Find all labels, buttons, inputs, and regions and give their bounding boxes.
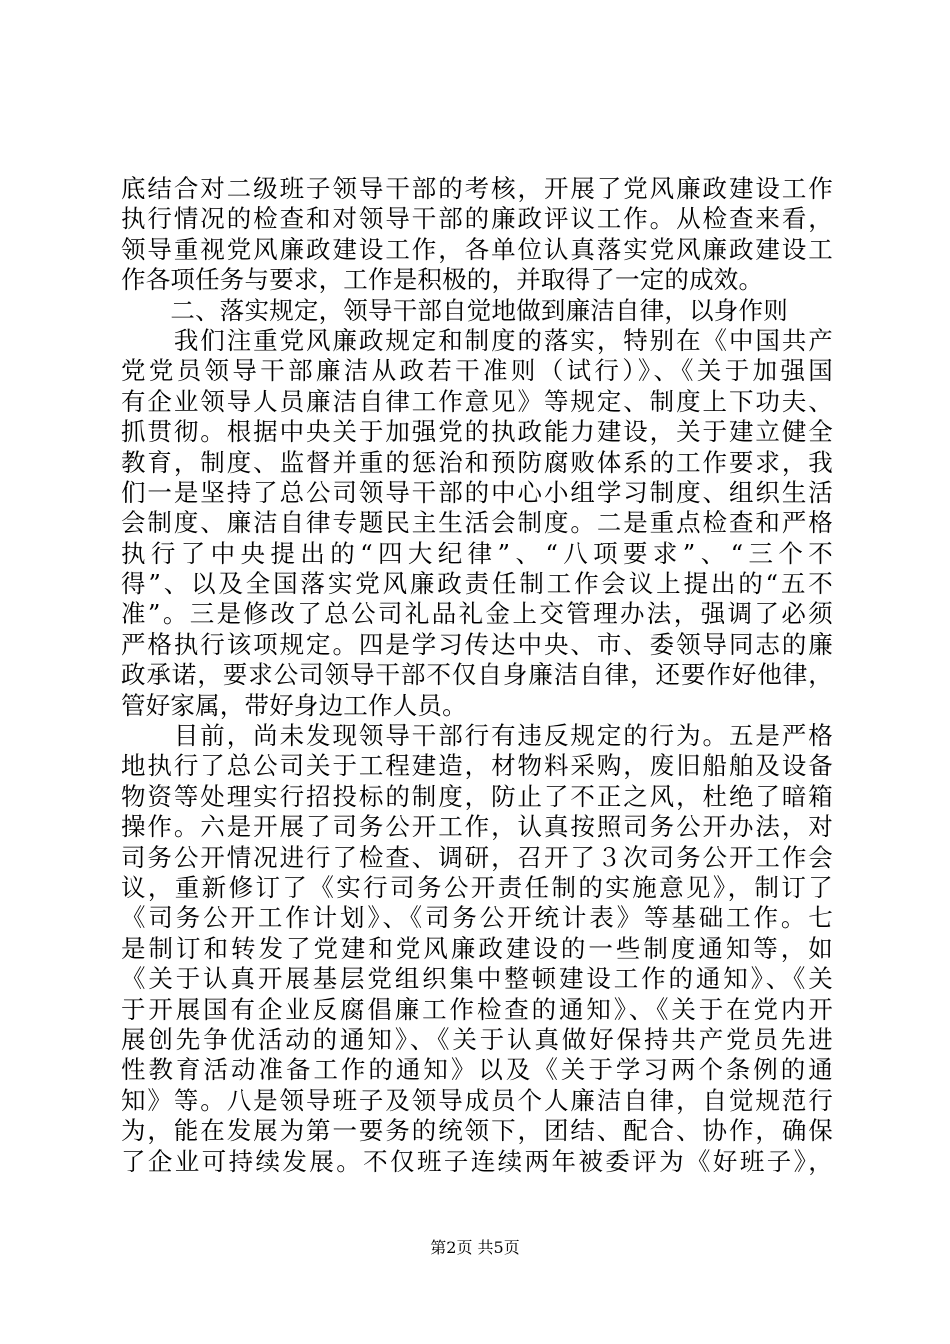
text-line: 二、落实规定，领导干部自觉地做到廉洁自律，以身作则 — [121, 295, 788, 325]
text-line: 准”。三是修改了总公司礼品礼金上交管理办法，强调了必须 — [121, 599, 833, 629]
text-line: 地执行了总公司关于工程建造，材物料采购，废旧船舶及设备 — [121, 751, 833, 781]
text-line: 司务公开情况进行了检查、调研，召开了３次司务公开工作会 — [121, 842, 833, 872]
text-line: 严格执行该项规定。四是学习传达中央、市、委领导同志的廉 — [121, 629, 833, 659]
text-line: 得”、以及全国落实党风廉政责任制工作会议上提出的“五不 — [121, 569, 833, 599]
text-line: 我们注重党风廉政规定和制度的落实，特别在《中国共产 — [121, 325, 833, 355]
text-line: 为，能在发展为第一要务的统领下，团结、配合、协作，确保 — [121, 1116, 833, 1146]
text-line: 管好家属，带好身边工作人员。 — [121, 690, 467, 720]
text-line: 于开展国有企业反腐倡廉工作检查的通知》、《关于在党内开 — [121, 994, 833, 1024]
text-line: 抓贯彻。根据中央关于加强党的执政能力建设，关于建立健全 — [121, 417, 833, 447]
text-line: 党党员领导干部廉洁从政若干准则（试行）》、《关于加强国 — [121, 356, 833, 386]
text-line: 会制度、廉洁自律专题民主生活会制度。二是重点检查和严格 — [121, 508, 833, 538]
text-line: 是制订和转发了党建和党风廉政建设的一些制度通知等，如 — [121, 933, 833, 963]
text-line: 性教育活动准备工作的通知》以及《关于学习两个条例的通 — [121, 1055, 833, 1085]
page-footer: 第2页 共5页 — [430, 1238, 520, 1257]
document-body — [121, 174, 833, 1177]
text-line: 议，重新修订了《实行司务公开责任制的实施意见》，制订了 — [121, 872, 833, 902]
text-line: 执行情况的检查和对领导干部的廉政评议工作。从检查来看， — [121, 204, 833, 234]
text-line: 教育，制度、监督并重的惩治和预防腐败体系的工作要求，我 — [121, 447, 833, 477]
text-line: 政承诺，要求公司领导干部不仅自身廉洁自律，还要作好他律， — [121, 660, 833, 690]
text-line: 目前，尚未发现领导干部行有违反规定的行为。五是严格 — [121, 721, 833, 751]
text-line: 执行了中央提出的“四大纪律”、“八项要求”、“三个不 — [121, 538, 833, 568]
text-line: 了企业可持续发展。不仅班子连续两年被委评为《好班子》， — [121, 1146, 833, 1176]
text-line: 展创先争优活动的通知》、《关于认真做好保持共产党员先进 — [121, 1024, 833, 1054]
text-line: 作各项任务与要求，工作是积极的，并取得了一定的成效。 — [121, 265, 764, 295]
text-line: 《司务公开工作计划》、《司务公开统计表》等基础工作。七 — [121, 903, 833, 933]
text-line: 操作。六是开展了司务公开工作，认真按照司务公开办法，对 — [121, 812, 833, 842]
text-line: 底结合对二级班子领导干部的考核，开展了党风廉政建设工作 — [121, 174, 833, 203]
text-line: 《关于认真开展基层党组织集中整顿建设工作的通知》、《关 — [121, 964, 833, 994]
text-line: 物资等处理实行招投标的制度，防止了不正之风，杜绝了暗箱 — [121, 781, 833, 811]
text-line: 知》等。八是领导班子及领导成员个人廉洁自律，自觉规范行 — [121, 1085, 833, 1115]
text-line: 们一是坚持了总公司领导干部的中心小组学习制度、组织生活 — [121, 477, 833, 507]
text-line: 领导重视党风廉政建设工作，各单位认真落实党风廉政建设工 — [121, 234, 833, 264]
text-line: 有企业领导人员廉洁自律工作意见》等规定、制度上下功夫、 — [121, 386, 833, 416]
